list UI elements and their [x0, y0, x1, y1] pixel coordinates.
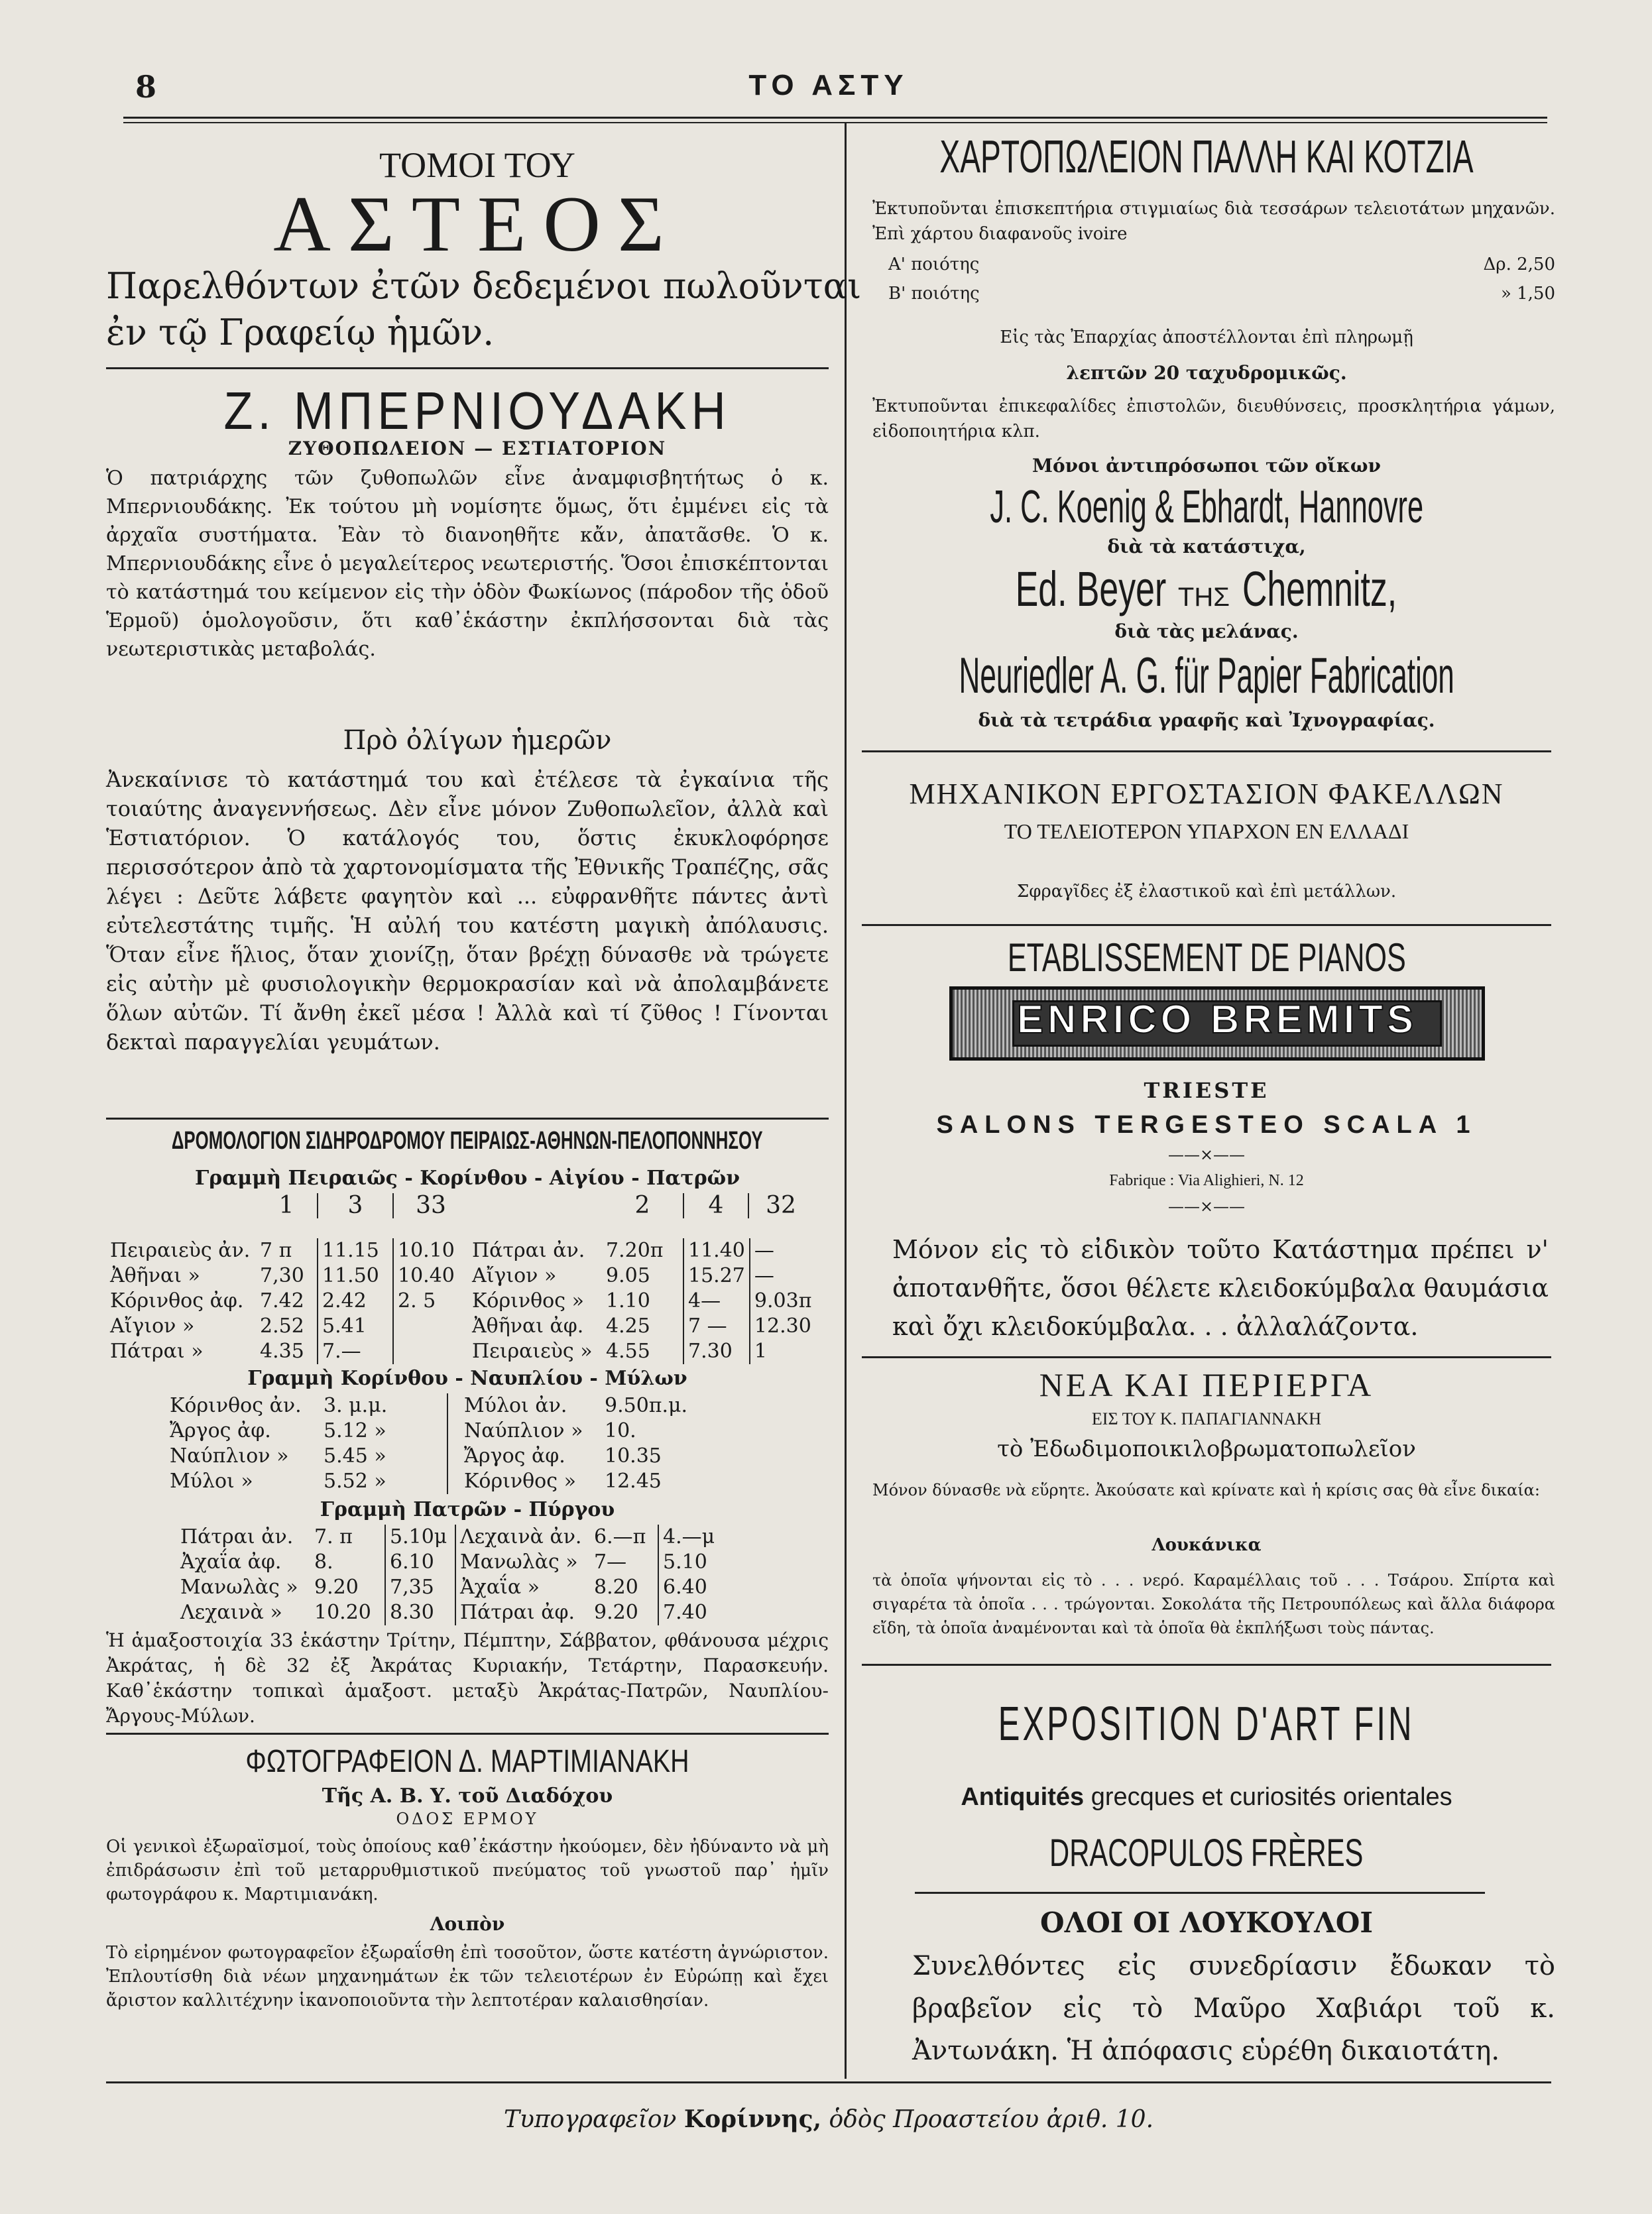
table-cell: 10.10 [393, 1238, 468, 1263]
rule [862, 924, 1551, 926]
photo-title [106, 1743, 829, 1780]
table-cell: 5.10 [658, 1550, 728, 1575]
table-row [176, 1575, 728, 1600]
pianos-fabrique: Fabrique : Via Alighieri, N. 12 [1109, 1172, 1304, 1189]
paper-note-2: λεπτῶν 20 ταχυδρομικῶς. [1066, 362, 1347, 384]
paper-price-row-1 [888, 255, 1555, 274]
paper-title [862, 130, 1551, 183]
envelope-subtitle: ΤΟ ΤΕΛΕΙΟΤΕΡΟΝ ΥΠΑΡΧΟΝ ΕΝ ΕΛΛΑΔΙ [1004, 819, 1409, 843]
train-number: 2 [634, 1192, 650, 1219]
table-cell: 2.52 [260, 1314, 304, 1338]
berniudaki-para-2: Ἀνεκαίνισε τὸ κατάστημά του καὶ ἐτέλεσε τὰ ἐγκαίνια τῆς τοιαύτης ἀναγεννήσεως. Δὲν εἶνε μόνον Ζυθοπωλεῖον, ἀλλὰ καὶ Ἑστιατόριον. Ὁ κατάλογός του, ὅστις ἐκυκλοφόρησε περισσότερον ἀπὸ τὰ χαρτονομίσματα τῆς Ἐθνικῆς Τραπέζης, σᾶς λέγει : Δεῦτε λάβετε φαγητὸν καὶ ... εὐφρανθῆτε πάντες ἀντὶ εὐτελεστάτης τιμῆς. Ἡ αὐλή του κατέστη μαγικὴ ἀπόλαυσις. Ὅταν εἶνε ἥλιος, ὅταν χιονίζῃ, ὅταν βρέχῃ δύνασθε νὰ τρώγετε εἰς αὐτὴν μὲ φυσιολογικὴν θερμοκρασίαν καὶ νὰ ἀπολαμβάνετε ὅλων αὐτῶν. Τί ἄνθη ἐκεῖ μέσα ! Ἀλλὰ καὶ τί ζῦθος ! Γίνονται δεκταὶ παραγγελίαι γευμάτων. [106, 767, 829, 1055]
tomoi-line1: ΤΟΜΟΙ ΤΟΥ [379, 145, 575, 185]
berniudaki-para-1: Ὁ πατριάρχης τῶν ζυθοπωλῶν εἶνε ἀναμφισβητήτως ὁ κ. Μπερνιουδάκης. Ἐκ τούτου μὴ νομίσητε ὅμως, ὅτι ἐμμένει εἰς τὰ ἀρχαῖα συστήματα. Ἐὰν τὸ διανοηθῆτε κἄν, ἀπατᾶσθε. Ὁ κ. Μπερνιουδάκης εἶνε ὁ μεγαλείτερος νεωτεριστής. Ὅσοι ἐπισκέπτονται τὸ κατάστημά του κείμενον εἰς τὴν ὁδὸν Φωκίωνος (πάροδον τῆς ὁδοῦ Ἑρμοῦ) ὁμολογοῦσιν, ὅτι καθ᾽ἑκάστην ἐκπλήσσονται διὰ τὰς νεωτεριστικὰς μεταβολάς. [106, 467, 829, 661]
table-cell: 4.35 [260, 1340, 304, 1363]
table-cell: Μανωλὰς » [180, 1576, 298, 1599]
table-cell: Πάτραι ἀν. [472, 1239, 585, 1262]
table-cell: 2.42 [318, 1289, 393, 1314]
table-cell: 12.30 [750, 1314, 816, 1339]
table-cell: Ἀθῆναι ἀφ. [472, 1314, 584, 1338]
train-number: 4 [683, 1193, 748, 1218]
table-cell: 11.15 [318, 1238, 393, 1263]
table-cell [393, 1339, 468, 1364]
table-cell: 4.25 [606, 1314, 650, 1338]
tomoi-big-title: ΑΣΤΕΟΣ [273, 180, 681, 268]
photo-title-text: ΦΩΤΟΓΡΑΦΕΙΟΝ Δ. ΜΑΡΤΙΜΙΑΝΑΚΗ [245, 1744, 689, 1779]
quality-label: Α' ποιότης [888, 255, 980, 274]
table-cell: 8. [314, 1550, 333, 1574]
timetable-title-text: ΔΡΟΜΟΛΟΓΙΟΝ ΣΙΔΗΡΟΔΡΟΜΟΥ ΠΕΙΡΑΙΩΣ-ΑΘΗΝΩΝ-ΠΕΛΟΠΟΝΝΗΣΟΥ [172, 1127, 763, 1155]
table-cell: Ἀχαΐα » [455, 1575, 590, 1600]
table-cell: 3. μ.μ. [324, 1394, 388, 1417]
table-cell: — [750, 1238, 816, 1263]
curious-center: Λουκάνικα [1151, 1535, 1262, 1555]
table-cell: 6.—π [594, 1525, 646, 1548]
table-cell: 5.45 » [324, 1444, 386, 1468]
firm-2 [862, 561, 1551, 617]
curious-para-1: Μόνον δύνασθε νὰ εὕρητε. Ἀκούσατε καὶ κρίνατε καὶ ἡ κρίσις σας θὰ εἶνε δικαία: [872, 1481, 1540, 1499]
footer-rule [106, 2081, 1551, 2083]
table-cell: 5.10μ [385, 1525, 455, 1550]
table-cell: 7,35 [385, 1575, 455, 1600]
table-cell: — [750, 1263, 816, 1289]
firm-2-the: ΤΗΣ [1177, 583, 1230, 612]
firm-2-name-a: Ed. Beyer [1015, 561, 1167, 616]
table-row [176, 1600, 728, 1625]
table-cell: Μύλοι ἀν. [447, 1393, 601, 1419]
table-cell: Μανωλὰς » [455, 1550, 590, 1575]
timetable-line1-table [106, 1238, 815, 1364]
table-cell: Πάτραι ἀν. [180, 1525, 294, 1548]
table-cell: 9.05 [606, 1264, 650, 1287]
curious-title: ΝΕΑ ΚΑΙ ΠΕΡΙΕΡΓΑ [1039, 1366, 1374, 1403]
table-cell: Ναύπλιον » [447, 1419, 601, 1444]
table-cell: 7 — [683, 1314, 750, 1339]
table-cell: Ναύπλιον » [170, 1444, 289, 1468]
rule [106, 367, 829, 369]
table-cell: 6.10 [385, 1550, 455, 1575]
table-cell: 8.20 [594, 1576, 638, 1599]
photo-subtitle: Τῆς Α. Β. Υ. τοῦ Διαδόχου [322, 1784, 613, 1808]
tomoi-body-2: ἐν τῷ Γραφείῳ ἡμῶν. [106, 312, 495, 353]
table-cell: Ἄργος ἀφ. [447, 1444, 601, 1469]
table-cell: 12.45 [605, 1470, 662, 1493]
timetable-line1-title: Γραμμὴ Πειραιῶς - Κορίνθου - Αἰγίου - Πατρῶν [194, 1167, 740, 1190]
photo-para-2: Τὸ εἰρημένον φωτογραφεῖον ἐξωραΐσθη ἐπὶ τοσοῦτον, ὥστε κατέστη ἀγνώριστον. Ἐπλουτίσθη διὰ νέων μηχανημάτων ἐκ τῶν τελειοτέρων ἐν Εὐρώπῃ καὶ ἔχει ἄριστον καλλιτέχνην ἱκανοποιοῦντα τὴν λεπτοτέραν καλαισθησίαν. [106, 1943, 829, 2010]
rule [106, 1733, 829, 1735]
exposition-name [862, 1831, 1551, 1875]
timetable-line2-table [166, 1393, 715, 1494]
table-cell: 8.30 [385, 1600, 455, 1625]
table-cell: 1.10 [606, 1289, 650, 1312]
printer-post: ὁδὸς Προαστείου ἀριθ. 10. [829, 2106, 1154, 2133]
table-cell: 7,30 [260, 1264, 304, 1287]
table-row [176, 1550, 728, 1575]
table-cell: 10.40 [393, 1263, 468, 1289]
table-cell: 7.— [318, 1339, 393, 1364]
table-cell: Κόρινθος ἀφ. [110, 1289, 244, 1312]
bremits-name: ENRICO BREMITS [1016, 997, 1418, 1041]
separator: ——×—— [1167, 1145, 1246, 1164]
rule [915, 1892, 1485, 1894]
pianos-city: TRIESTE [1144, 1078, 1269, 1103]
table-cell: 9.20 [314, 1576, 359, 1599]
rule [106, 1118, 829, 1120]
exposition-bold: Antiquités [961, 1783, 1085, 1811]
journal-title: ΤΟ ΑΣΤΥ [748, 69, 909, 101]
table-cell: 4— [683, 1289, 750, 1314]
table-cell: Αἴγιον » [472, 1264, 557, 1287]
table-row [106, 1314, 815, 1339]
exposition-rest: grecques et curiosités orientales [1091, 1783, 1452, 1811]
paper-price-row-2 [888, 284, 1555, 304]
printer-line [106, 2105, 1551, 2133]
table-cell: 7.42 [260, 1289, 304, 1312]
train-number: 33 [393, 1193, 468, 1218]
paper-para: Ἐκτυποῦνται ἐπικεφαλίδες ἐπιστολῶν, διευθύνσεις, προσκλητήρια γάμων, εἰδοποιητήρια κλπ. [872, 396, 1555, 441]
table-cell: Μύλοι » [170, 1470, 253, 1493]
table-cell: 7.30 [683, 1339, 750, 1364]
table-cell: 7— [594, 1550, 627, 1574]
train-number: 3 [318, 1193, 393, 1218]
column-divider [845, 123, 847, 2079]
table-cell: Ἄργος ἀφ. [170, 1419, 271, 1442]
table-cell: 4.55 [606, 1340, 650, 1363]
table-cell [393, 1314, 468, 1339]
separator: ——×—— [1167, 1197, 1246, 1216]
exposition-title [862, 1697, 1551, 1751]
table-cell: 5.41 [318, 1314, 393, 1339]
bremits-banner [949, 986, 1485, 1061]
header-rule [123, 117, 1547, 123]
firm-3-sub: διὰ τὰ τετράδια γραφῆς καὶ Ἰχνογραφίας. [978, 709, 1435, 731]
table-cell: 15.27 [683, 1263, 750, 1289]
curious-subtitle: ΕΙΣ ΤΟΥ Κ. ΠΑΠΑΓΙΑΝΝΑΚΗ [1091, 1409, 1322, 1428]
table-row [106, 1339, 815, 1364]
table-cell: 7.40 [658, 1600, 728, 1625]
table-cell: 7 π [260, 1239, 292, 1262]
table-row [166, 1393, 715, 1419]
exposition-line [862, 1783, 1551, 1812]
quality-label: Β' ποιότης [888, 284, 980, 304]
table-cell: 5.12 » [324, 1419, 386, 1442]
table-cell: Ἀθῆναι » [110, 1264, 200, 1287]
table-cell: Πάτραι » [110, 1340, 204, 1363]
train-number: 32 [748, 1193, 813, 1218]
table-row [106, 1263, 815, 1289]
table-cell: 9.50π.μ. [605, 1394, 688, 1417]
firm-2-sub: διὰ τὰς μελάνας. [1114, 620, 1299, 642]
paper-title-text: ΧΑΡΤΟΠΩΛΕΙΟΝ ΠΑΛΛΗ ΚΑΙ ΚΟΤΖΙΑ [939, 131, 1474, 182]
table-cell: 1 [750, 1339, 816, 1364]
table-cell: Πάτραι ἀφ. [455, 1600, 590, 1625]
table-cell: 4.—μ [658, 1525, 728, 1550]
table-cell: 6.40 [658, 1575, 728, 1600]
table-cell: 9.03π [750, 1289, 816, 1314]
berniudaki-subtitle: ΖΥΘΟΠΩΛΕΙΟΝ — ΕΣΤΙΑΤΟΡΙΟΝ [288, 437, 667, 459]
table-cell: 2. 5 [393, 1289, 468, 1314]
table-cell: 5.52 » [324, 1470, 386, 1493]
firm-3 [862, 647, 1551, 705]
table-cell: Πειραιεὺς ἀν. [110, 1239, 251, 1262]
loukouloi-title: ΟΛΟΙ ΟΙ ΛΟΥΚΟΥΛΟΙ [1040, 1906, 1373, 1939]
table-row [166, 1444, 715, 1469]
printer-name: Κορίννης, [683, 2105, 822, 2133]
pianos-salons: SALONS TERGESTEO SCALA 1 [936, 1111, 1477, 1139]
berniudaki-title-text: Ζ. ΜΠΕΡΝΙΟΥΔΑΚΗ [223, 381, 731, 440]
pianos-title [862, 935, 1551, 980]
timetable-line3-title: Γραμμὴ Πατρῶν - Πύργου [320, 1498, 615, 1521]
table-cell: 10.20 [314, 1601, 371, 1624]
envelope-title: ΜΗΧΑΝΙΚΟΝ ΕΡΓΟΣΤΑΣΙΟΝ ΦΑΚΕΛΛΩΝ [909, 778, 1504, 810]
table-row [106, 1289, 815, 1314]
table-cell: 7. π [314, 1525, 353, 1548]
photo-para-1: Οἱ γενικοὶ ἐξωραϊσμοί, τοὺς ὁποίους καθ᾽ἑκάστην ἠκούομεν, δὲν ἠδύναντο νὰ μὴ ἐπιδράσωσιν ἐπὶ τοῦ μεταρρυθμιστικοῦ πνεύματος τοῦ γνωστοῦ παρ᾽ ἡμῖν φωτογράφου κ. Μαρτιμιανάκη. [106, 1837, 829, 1904]
price: Δρ. 2,50 [1483, 255, 1555, 274]
loukouloi-para: Συνελθόντες εἰς συνεδρίασιν ἔδωκαν τὸ βραβεῖον εἰς τὸ Μαῦρο Χαβιάρι τοῦ κ. Ἀντωνάκη. Ἡ ἀπόφασις εὑρέθη δικαιοτάτη. [912, 1951, 1555, 2066]
table-cell: Λεχαινὰ ἀν. [455, 1525, 590, 1550]
table-row [176, 1525, 728, 1550]
printer-pre: Τυπογραφεῖον [503, 2106, 677, 2133]
exposition-name-text: DRACOPULOS FRÈRES [1049, 1832, 1364, 1875]
table-cell: Κόρινθος » [447, 1469, 601, 1494]
pianos-title-text: ETABLISSEMENT DE PIANOS [1007, 935, 1406, 980]
curious-para-2: τὰ ὁποῖα ψήνονται εἰς τὸ . . . νερό. Καραμέλλαις τοῦ . . . Τσάρου. Σπίρτα καὶ σιγαρέτα τὰ ὁποῖα . . . τρώγονται. Σοκολάτα τῆς Πετρουπόλεως καὶ ἄλλα διάφορα εἴδη, τὰ ὁποῖα ἀναμένονται καὶ τὰ ὁποῖα θὰ ἐκπλήξωσι τοὺς πάντας. [872, 1571, 1555, 1637]
table-row [106, 1238, 815, 1263]
table-cell: 7.20π [606, 1239, 664, 1262]
paper-agents: Μόνοι ἀντιπρόσωποι τῶν οἴκων [1032, 455, 1381, 477]
timetable-line3-table [176, 1525, 728, 1625]
pianos-para: Μόνον εἰς τὸ εἰδικὸν τοῦτο Κατάστημα πρέπει ν' ἀποτανθῆτε, ὅσοι θέλετε κλειδοκύμβαλα θαυμάσια καὶ ὄχι κλειδοκύμβαλα. . . ἀλλαλάζοντα. [892, 1235, 1549, 1341]
table-cell: Κόρινθος » [472, 1289, 584, 1312]
table-cell: Πειραιεὺς » [472, 1340, 593, 1363]
timetable-title [106, 1127, 829, 1155]
photo-address: ΟΔΟΣ ΕΡΜΟΥ [396, 1810, 539, 1828]
table-cell: 9.20 [594, 1601, 638, 1624]
table-cell: Ἀχαΐα ἀφ. [180, 1550, 282, 1574]
firm-1-sub: διὰ τὰ κατάστιχα, [1107, 536, 1306, 557]
firm-1 [862, 480, 1551, 533]
timetable-line2-title: Γραμμὴ Κορίνθου - Ναυπλίου - Μύλων [247, 1367, 687, 1390]
table-row [166, 1419, 715, 1444]
tomoi-body-1: Παρελθόντων ἐτῶν δεδεμένοι πωλοῦνται [106, 265, 862, 307]
exposition-title-text: EXPOSITION D'ART FIN [998, 1698, 1415, 1751]
rule [862, 750, 1551, 752]
train-number: 1 [278, 1192, 294, 1219]
firm-3-text: Neuriedler A. G. für Papier Fabrication [959, 648, 1454, 704]
curious-shop: τὸ Ἐδωδιμοποικιλοβρωματοπωλεῖον [997, 1436, 1416, 1462]
berniudaki-title [133, 380, 822, 441]
firm-1-text: J. C. Koenig & Ebhardt, Hannovre [990, 481, 1423, 532]
rule [862, 1664, 1551, 1666]
paper-note: Εἰς τὰς Ἐπαρχίας ἀποστέλλονται ἐπὶ πληρωμῇ [1000, 327, 1413, 347]
timetable-line1-numbers [106, 1193, 813, 1218]
table-cell: 11.40 [683, 1238, 750, 1263]
berniudaki-center: Πρὸ ὀλίγων ἡμερῶν [343, 725, 612, 756]
paper-intro: Ἐκτυποῦνται ἐπισκεπτήρια στιγμιαίως διὰ τεσσάρων τελειοτάτων μηχανῶν. Ἐπὶ χάρτου διαφανοῦς ivoire [872, 199, 1555, 244]
table-cell: 11.50 [318, 1263, 393, 1289]
table-row [166, 1469, 715, 1494]
price: » 1,50 [1500, 284, 1555, 304]
table-cell: 10. [605, 1419, 636, 1442]
photo-center: Λοιπὸν [430, 1913, 505, 1935]
timetable-note: Ἡ ἁμαξοστοιχία 33 ἑκάστην Τρίτην, Πέμπτην, Σάββατον, φθάνουσα μέχρις Ἀκράτας, ἡ δὲ 32 ἐξ Ἀκράτας Κυριακήν, Τετάρτην, Παρασκευήν. Καθ᾽ἑκάστην τοπικαὶ ἁμαξοστ. μεταξὺ Ἀκράτας-Πατρῶν, Ναυπλίου-Ἄργους-Μύλων. [106, 1629, 829, 1727]
rule [862, 1356, 1551, 1358]
table-cell: 10.35 [605, 1444, 662, 1468]
firm-2-name-b: Chemnitz, [1242, 561, 1397, 616]
table-cell: Λεχαινὰ » [180, 1601, 282, 1624]
table-cell: Κόρινθος ἀν. [170, 1394, 302, 1417]
envelope-note: Σφραγῖδες ἐξ ἐλαστικοῦ καὶ ἐπὶ μετάλλων. [1016, 882, 1397, 902]
table-cell: Αἴγιον » [110, 1314, 195, 1338]
page-number: 8 [135, 69, 157, 105]
